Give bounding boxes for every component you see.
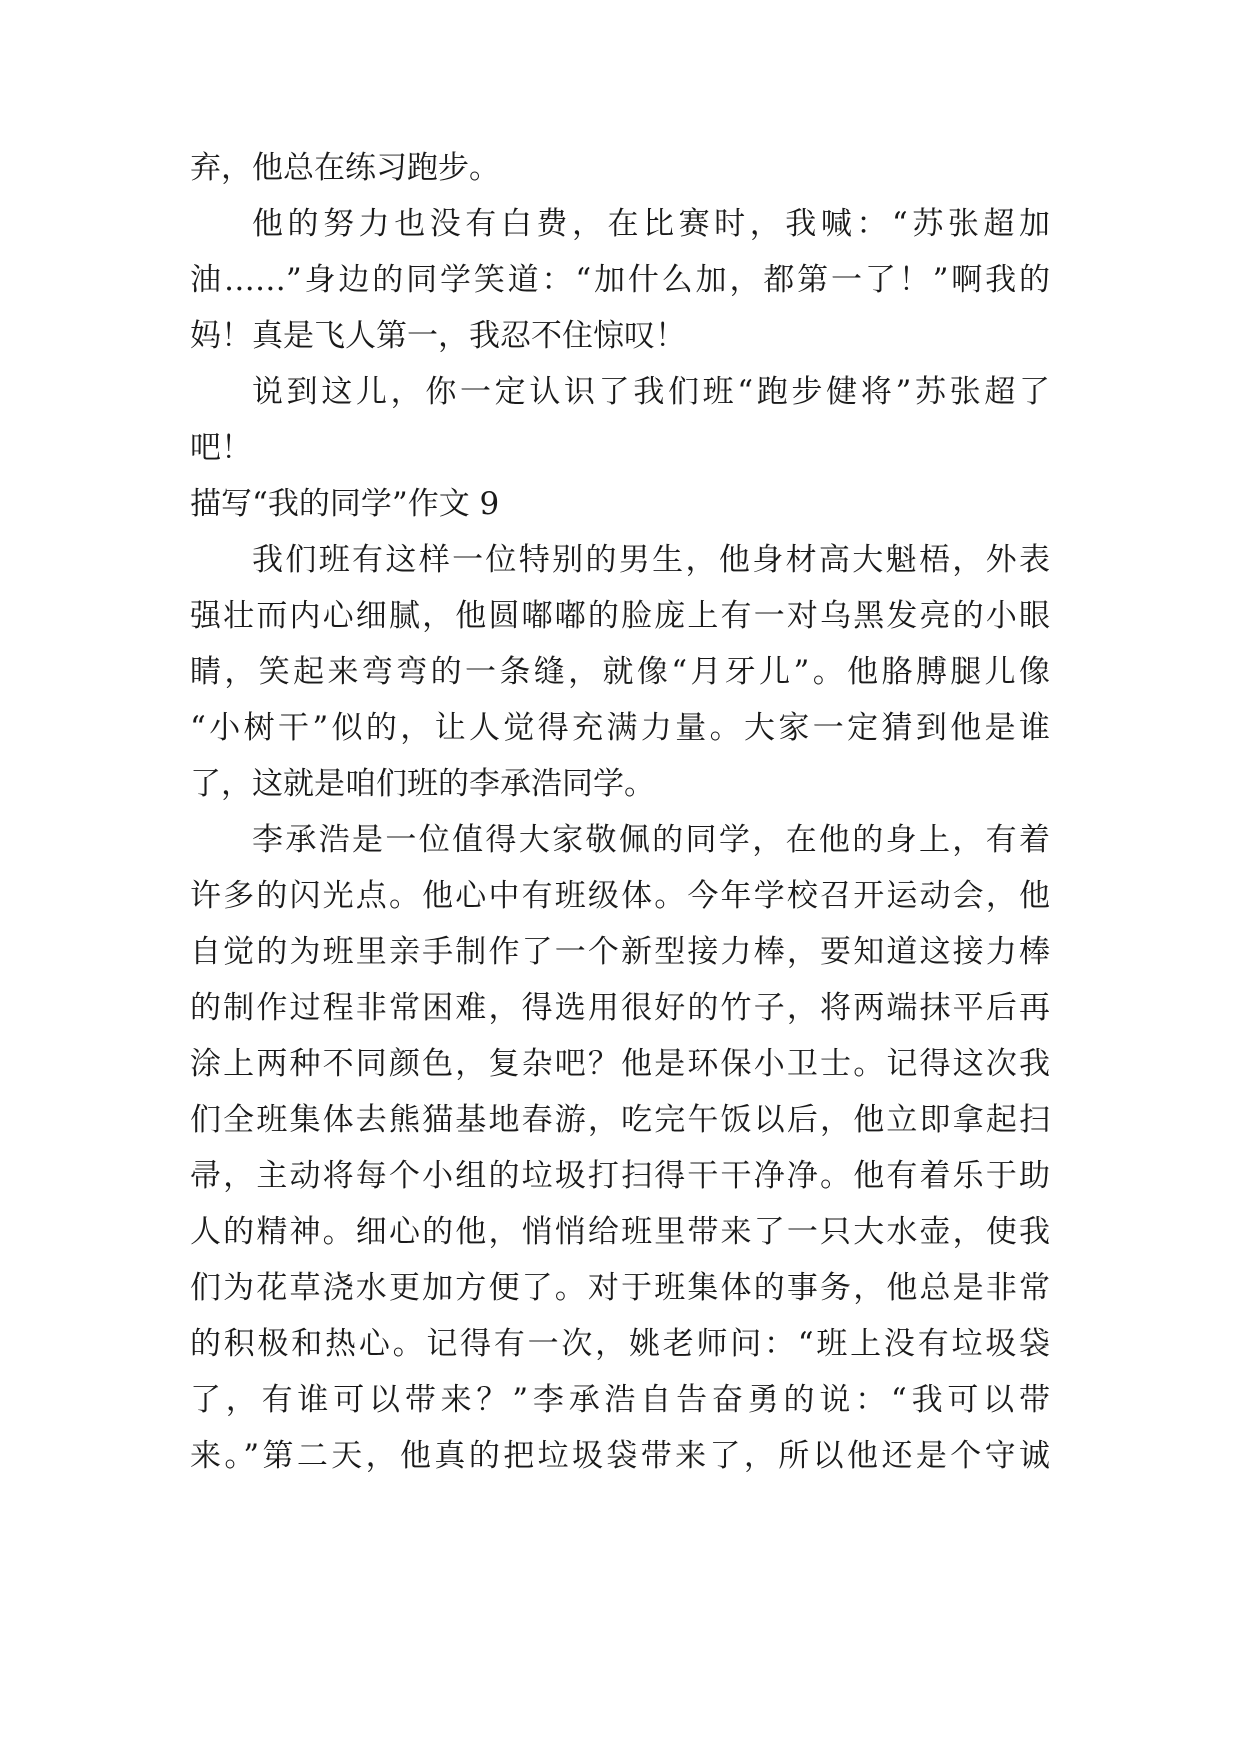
text-line: 油……”身边的同学笑道：“加什么加，都第一了！”啊我的 — [190, 262, 1050, 298]
text-line: 帚，主动将每个小组的垃圾打扫得干干净净。他有着乐于助 — [190, 1158, 1050, 1194]
text-line: 说到这儿，你一定认识了我们班“跑步健将”苏张超了 — [252, 374, 1050, 410]
text-line: 了，这就是咱们班的李承浩同学。 — [190, 766, 655, 802]
text-line: 了，有谁可以带来？”李承浩自告奋勇的说：“我可以带 — [190, 1382, 1050, 1418]
text-line: 来。”第二天，他真的把垃圾袋带来了，所以他还是个守诚 — [190, 1438, 1050, 1474]
text-line: 许多的闪光点。他心中有班级体。今年学校召开运动会，他 — [190, 878, 1050, 914]
text-line: 李承浩是一位值得大家敬佩的同学，在他的身上，有着 — [252, 822, 1050, 858]
text-line: 涂上两种不同颜色，复杂吧？他是环保小卫士。记得这次我 — [190, 1046, 1050, 1082]
text-line: 的积极和热心。记得有一次，姚老师问：“班上没有垃圾袋 — [190, 1326, 1050, 1362]
text-line: 睛，笑起来弯弯的一条缝，就像“月牙儿”。他胳膊腿儿像 — [190, 654, 1050, 690]
text-line: 们为花草浇水更加方便了。对于班集体的事务，他总是非常 — [190, 1270, 1050, 1306]
text-line: 我们班有这样一位特别的男生，他身材高大魁梧，外表 — [252, 542, 1050, 578]
text-line: 人的精神。细心的他，悄悄给班里带来了一只大水壶，使我 — [190, 1214, 1050, 1250]
text-line: 妈！真是飞人第一，我忍不住惊叹！ — [190, 318, 686, 354]
text-line: 吧！ — [190, 430, 252, 466]
text-line: “小树干”似的，让人觉得充满力量。大家一定猜到他是谁 — [190, 710, 1050, 746]
text-line: 们全班集体去熊猫基地春游，吃完午饭以后，他立即拿起扫 — [190, 1102, 1050, 1138]
text-line: 他的努力也没有白费，在比赛时，我喊：“苏张超加 — [252, 206, 1050, 242]
section-heading: 描写“我的同学”作文 9 — [190, 486, 500, 522]
text-line: 的制作过程非常困难，得选用很好的竹子，将两端抹平后再 — [190, 990, 1050, 1026]
text-line: 弃，他总在练习跑步。 — [190, 150, 500, 186]
text-line: 强壮而内心细腻，他圆嘟嘟的脸庞上有一对乌黑发亮的小眼 — [190, 598, 1050, 634]
text-line: 自觉的为班里亲手制作了一个新型接力棒，要知道这接力棒 — [190, 934, 1050, 970]
